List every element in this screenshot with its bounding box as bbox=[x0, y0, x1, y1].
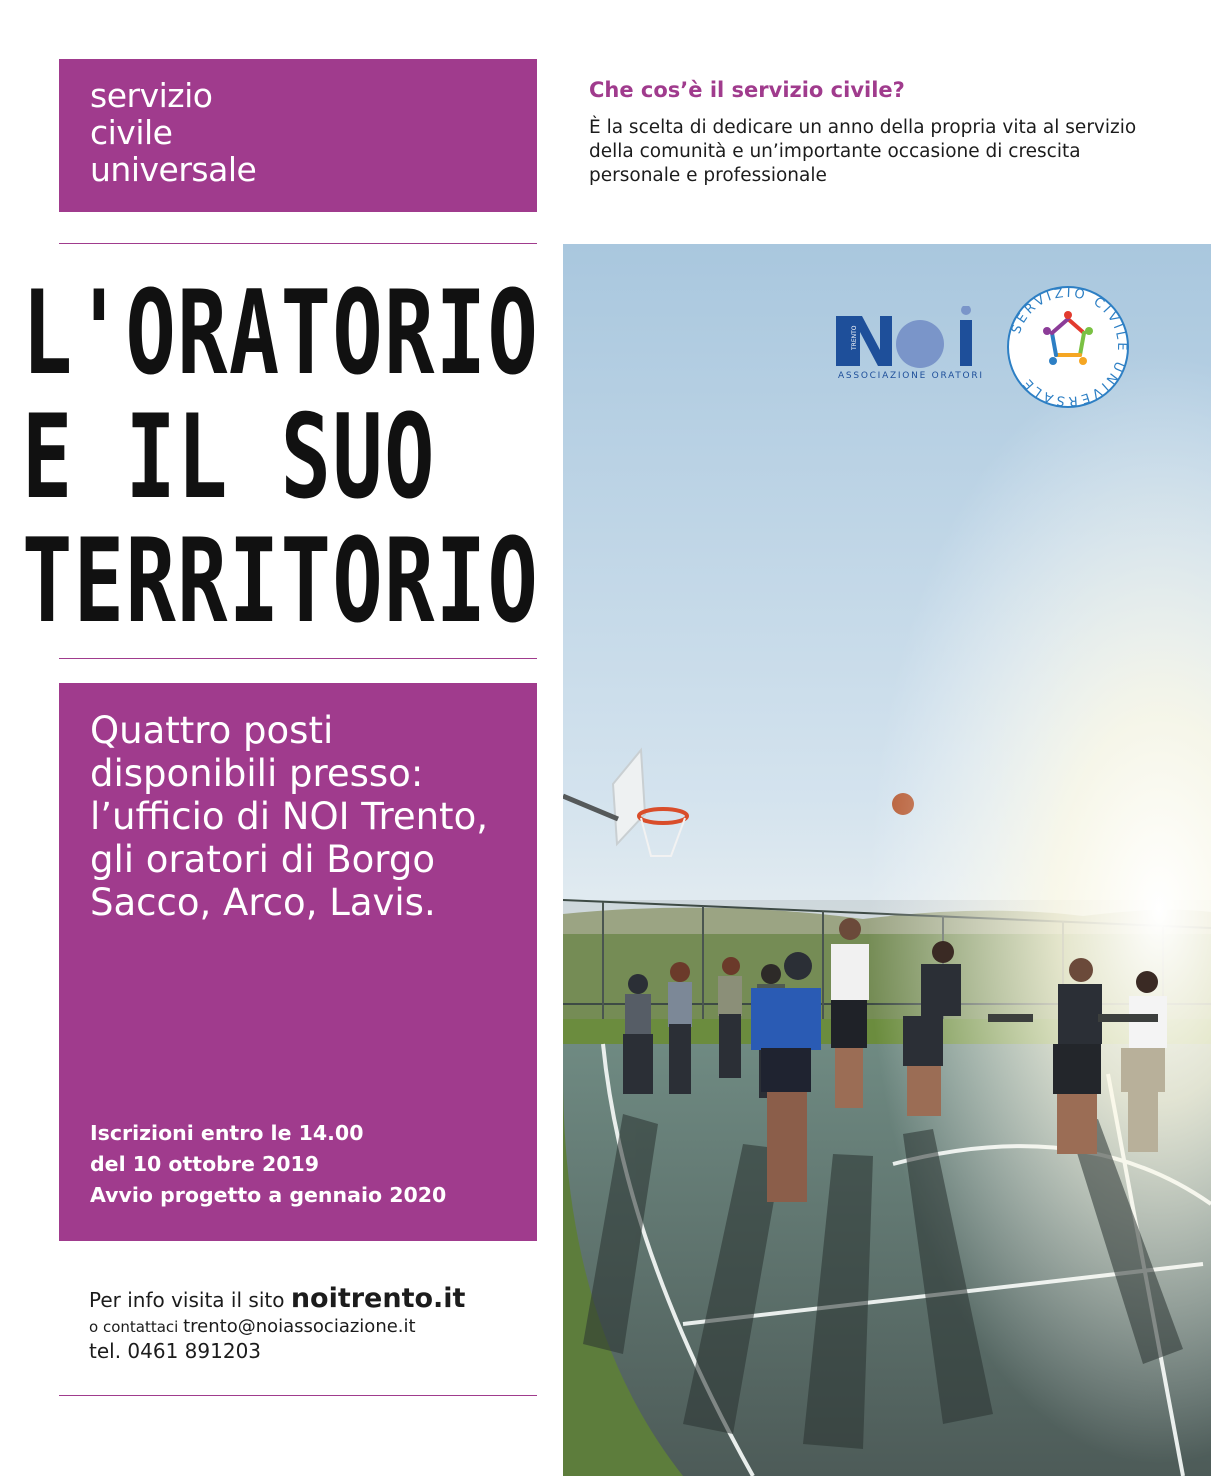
deadline-line-1: Iscrizioni entro le 14.00 bbox=[90, 1121, 364, 1145]
posts-text: Quattro posti disponibili presso: l’ufficio di NOI Trento, gli oratori di Borgo Sacco, Arco, Lavis. bbox=[90, 709, 488, 924]
divider-top bbox=[59, 243, 537, 244]
email-link[interactable]: trento@noiassociazione.it bbox=[183, 1316, 416, 1337]
scu-ring-text: SERVIZIO CIVILE UNIVERSALE bbox=[1008, 285, 1130, 409]
divider-middle bbox=[59, 658, 537, 659]
headline-line-3: TERRITORIO bbox=[22, 514, 540, 649]
brand-line-2: civile bbox=[90, 113, 173, 152]
noi-subtitle: ASSOCIAZIONE ORATORI bbox=[838, 371, 982, 381]
contact-prefix: o contattaci bbox=[89, 1318, 184, 1336]
contact-line bbox=[89, 1316, 465, 1337]
brand-box bbox=[59, 59, 537, 212]
intro-question: Che cos’è il servizio civile? bbox=[589, 78, 905, 102]
posts-box bbox=[59, 683, 537, 1241]
headline-line-2: E IL SUO bbox=[22, 390, 436, 525]
scu-logo bbox=[1004, 283, 1132, 411]
phone-text: tel. 0461 891203 bbox=[89, 1339, 262, 1363]
brand-line-3: universale bbox=[90, 150, 257, 189]
headline bbox=[22, 266, 740, 649]
start-line: Avvio progetto a gennaio 2020 bbox=[90, 1183, 447, 1207]
info-prefix: Per info visita il sito bbox=[89, 1288, 291, 1312]
headline-line-1: L'ORATORIO bbox=[22, 266, 540, 401]
info-line bbox=[89, 1283, 465, 1314]
intro-answer: È la scelta di dedicare un anno della propria vita al servizio della comunità e un’importante occasione di crescita personale e professionale bbox=[589, 117, 1137, 186]
contact-block bbox=[89, 1283, 465, 1363]
deadline-line-2: del 10 ottobre 2019 bbox=[90, 1152, 320, 1176]
noi-logo bbox=[836, 306, 984, 382]
deadline-block bbox=[90, 1118, 446, 1211]
brand-line-1: servizio bbox=[90, 76, 213, 115]
noi-side-text: TRENTO bbox=[851, 325, 858, 350]
divider-bottom bbox=[59, 1395, 537, 1396]
site-link[interactable]: noitrento.it bbox=[290, 1283, 466, 1314]
